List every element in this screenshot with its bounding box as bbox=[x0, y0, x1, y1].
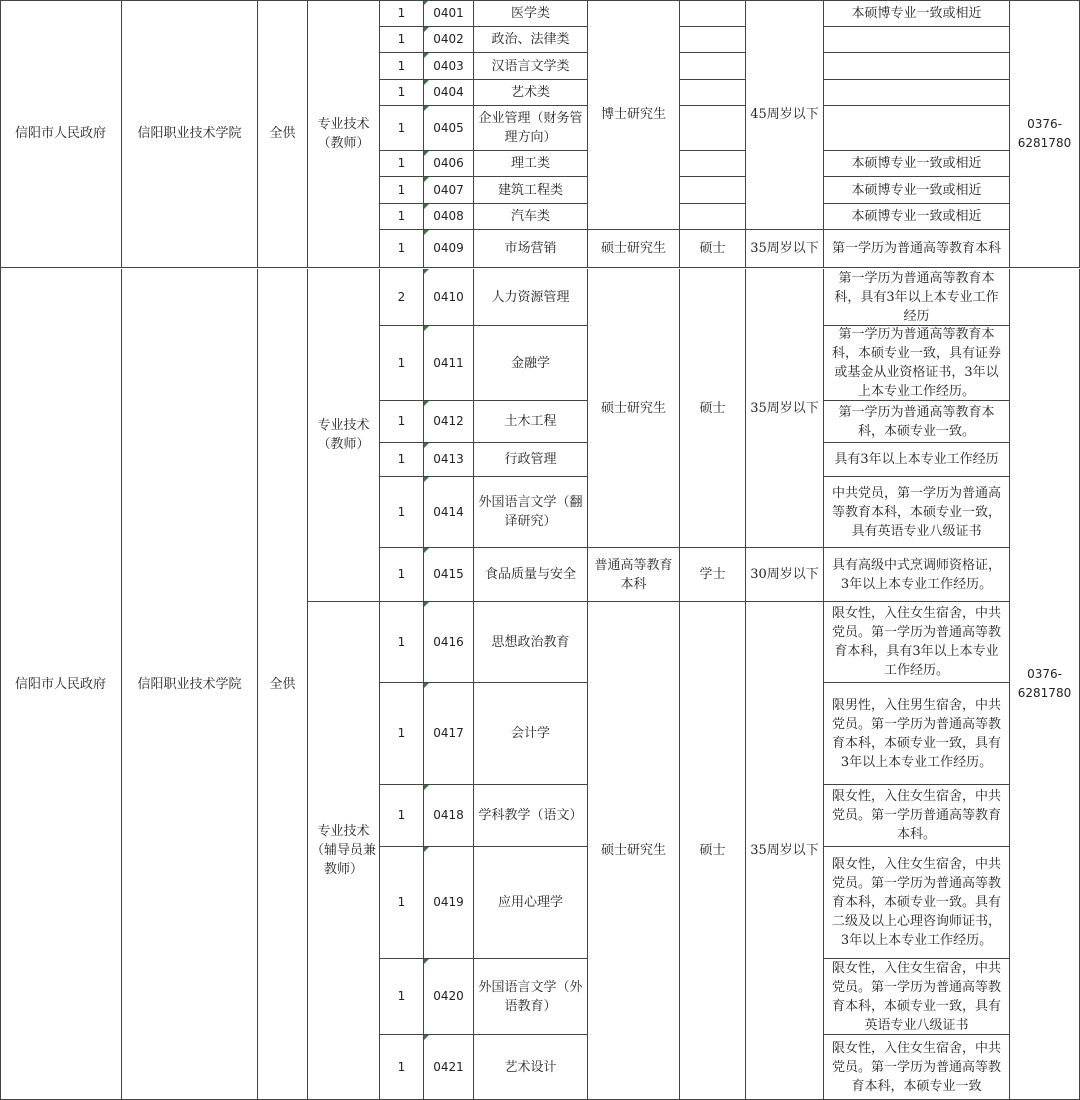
position-type-cell: 专业技术（辅导员兼教师） bbox=[308, 602, 380, 1100]
position-code-cell: 0411 bbox=[424, 326, 474, 401]
department-cell: 信阳市人民政府 bbox=[0, 0, 122, 268]
headcount-cell: 1 bbox=[380, 230, 424, 268]
headcount-cell: 1 bbox=[380, 1035, 424, 1100]
headcount-cell: 1 bbox=[380, 847, 424, 959]
major-cell: 应用心理学 bbox=[474, 847, 588, 959]
major-cell: 建筑工程类 bbox=[474, 177, 588, 204]
position-code-cell: 0414 bbox=[424, 477, 474, 548]
requirement-cell: 第一学历为普通高等教育本科，具有3年以上本专业工作经历 bbox=[824, 269, 1010, 326]
requirement-cell: 第一学历为普通高等教育本科 bbox=[824, 230, 1010, 268]
major-cell: 人力资源管理 bbox=[474, 269, 588, 326]
requirement-cell: 中共党员，第一学历为普通高等教育本科，本硕专业一致，具有英语专业八级证书 bbox=[824, 477, 1010, 548]
requirement-cell: 具有高级中式烹调师资格证，3年以上本专业工作经历。 bbox=[824, 548, 1010, 602]
major-cell: 理工类 bbox=[474, 151, 588, 177]
headcount-cell: 1 bbox=[380, 443, 424, 477]
position-code-cell: 0412 bbox=[424, 401, 474, 443]
headcount-cell: 1 bbox=[380, 548, 424, 602]
requirement-cell: 本硕博专业一致或相近 bbox=[824, 204, 1010, 230]
position-code-cell: 0402 bbox=[424, 27, 474, 53]
position-code-cell: 0415 bbox=[424, 548, 474, 602]
degree-cell bbox=[680, 80, 746, 106]
position-code-cell: 0401 bbox=[424, 0, 474, 27]
position-code-cell: 0408 bbox=[424, 204, 474, 230]
degree-cell bbox=[680, 204, 746, 230]
funding-cell: 全供 bbox=[258, 269, 308, 1100]
requirement-cell: 限女性，入住女生宿舍，中共党员。第一学历为普通高等教育本科，本硕专业一致。具有二级及以上心理咨询师证书，3年以上本专业工作经历。 bbox=[824, 847, 1010, 959]
requirement-cell: 限女性，入住女生宿舍，中共党员。第一学历为普通高等教育本科，本硕专业一致，具有英语专业八级证书 bbox=[824, 959, 1010, 1035]
requirement-cell: 本硕博专业一致或相近 bbox=[824, 0, 1010, 27]
major-cell: 市场营销 bbox=[474, 230, 588, 268]
requirement-cell bbox=[824, 106, 1010, 151]
major-cell: 汉语言文学类 bbox=[474, 53, 588, 80]
requirement-cell: 限女性，入住女生宿舍，中共党员。第一学历为普通高等教育本科，具有3年以上本专业工作经历。 bbox=[824, 602, 1010, 683]
major-cell: 行政管理 bbox=[474, 443, 588, 477]
major-cell: 学科教学（语文） bbox=[474, 785, 588, 847]
position-code-cell: 0416 bbox=[424, 602, 474, 683]
headcount-cell: 1 bbox=[380, 683, 424, 785]
major-cell: 思想政治教育 bbox=[474, 602, 588, 683]
major-cell: 艺术类 bbox=[474, 80, 588, 106]
funding-cell: 全供 bbox=[258, 0, 308, 268]
position-code-cell: 0406 bbox=[424, 151, 474, 177]
headcount-cell: 1 bbox=[380, 151, 424, 177]
requirement-cell: 限女性，入住女生宿舍，中共党员。第一学历普通高等教育本科。 bbox=[824, 785, 1010, 847]
requirement-cell: 第一学历为普通高等教育本科，本硕专业一致。 bbox=[824, 401, 1010, 443]
major-cell: 金融学 bbox=[474, 326, 588, 401]
major-cell: 企业管理（财务管理方向） bbox=[474, 106, 588, 151]
degree-cell: 学士 bbox=[680, 548, 746, 602]
headcount-cell: 1 bbox=[380, 177, 424, 204]
headcount-cell: 1 bbox=[380, 53, 424, 80]
major-cell: 土木工程 bbox=[474, 401, 588, 443]
age-cell: 35周岁以下 bbox=[746, 602, 824, 1100]
major-cell: 外国语言文学（翻译研究） bbox=[474, 477, 588, 548]
phone-cell: 0376-6281780 bbox=[1010, 269, 1080, 1100]
department-cell: 信阳市人民政府 bbox=[0, 269, 122, 1100]
position-code-cell: 0404 bbox=[424, 80, 474, 106]
headcount-cell: 1 bbox=[380, 401, 424, 443]
age-cell: 35周岁以下 bbox=[746, 269, 824, 548]
position-code-cell: 0421 bbox=[424, 1035, 474, 1100]
education-cell: 硕士研究生 bbox=[588, 602, 680, 1100]
headcount-cell: 1 bbox=[380, 204, 424, 230]
position-type-cell: 专业技术（教师） bbox=[308, 269, 380, 602]
position-code-cell: 0409 bbox=[424, 230, 474, 268]
position-code-cell: 0407 bbox=[424, 177, 474, 204]
requirement-cell bbox=[824, 80, 1010, 106]
major-cell: 外国语言文学（外语教育） bbox=[474, 959, 588, 1035]
headcount-cell: 2 bbox=[380, 269, 424, 326]
headcount-cell: 1 bbox=[380, 106, 424, 151]
requirement-cell bbox=[824, 27, 1010, 53]
degree-cell bbox=[680, 27, 746, 53]
major-cell: 会计学 bbox=[474, 683, 588, 785]
position-code-cell: 0403 bbox=[424, 53, 474, 80]
requirement-cell: 本硕博专业一致或相近 bbox=[824, 151, 1010, 177]
headcount-cell: 1 bbox=[380, 602, 424, 683]
age-cell: 30周岁以下 bbox=[746, 548, 824, 602]
headcount-cell: 1 bbox=[380, 0, 424, 27]
position-code-cell: 0418 bbox=[424, 785, 474, 847]
headcount-cell: 1 bbox=[380, 959, 424, 1035]
age-cell: 45周岁以下 bbox=[746, 0, 824, 230]
major-cell: 医学类 bbox=[474, 0, 588, 27]
degree-cell bbox=[680, 151, 746, 177]
requirement-cell bbox=[824, 53, 1010, 80]
position-code-cell: 0410 bbox=[424, 269, 474, 326]
education-cell: 硕士研究生 bbox=[588, 269, 680, 548]
degree-cell bbox=[680, 0, 746, 27]
headcount-cell: 1 bbox=[380, 27, 424, 53]
major-cell: 政治、法律类 bbox=[474, 27, 588, 53]
degree-cell: 硕士 bbox=[680, 602, 746, 1100]
headcount-cell: 1 bbox=[380, 326, 424, 401]
position-code-cell: 0419 bbox=[424, 847, 474, 959]
education-cell: 硕士研究生 bbox=[588, 230, 680, 268]
headcount-cell: 1 bbox=[380, 785, 424, 847]
degree-cell: 硕士 bbox=[680, 230, 746, 268]
position-code-cell: 0420 bbox=[424, 959, 474, 1035]
requirement-cell: 具有3年以上本专业工作经历 bbox=[824, 443, 1010, 477]
major-cell: 汽车类 bbox=[474, 204, 588, 230]
age-cell: 35周岁以下 bbox=[746, 230, 824, 268]
requirement-cell: 本硕博专业一致或相近 bbox=[824, 177, 1010, 204]
position-code-cell: 0405 bbox=[424, 106, 474, 151]
degree-cell bbox=[680, 53, 746, 80]
phone-cell: 0376-6281780 bbox=[1010, 0, 1080, 268]
position-type-cell: 专业技术（教师） bbox=[308, 0, 380, 268]
unit-cell: 信阳职业技术学院 bbox=[122, 0, 258, 268]
degree-cell: 硕士 bbox=[680, 269, 746, 548]
position-code-cell: 0413 bbox=[424, 443, 474, 477]
degree-cell bbox=[680, 106, 746, 151]
education-cell: 普通高等教育本科 bbox=[588, 548, 680, 602]
requirement-cell: 第一学历为普通高等教育本科，本硕专业一致，具有证券或基金从业资格证书，3年以上本专业工作经历。 bbox=[824, 326, 1010, 401]
requirement-cell: 限女性，入住女生宿舍，中共党员。第一学历为普通高等教育本科，本硕专业一致 bbox=[824, 1035, 1010, 1100]
position-code-cell: 0417 bbox=[424, 683, 474, 785]
major-cell: 食品质量与安全 bbox=[474, 548, 588, 602]
major-cell: 艺术设计 bbox=[474, 1035, 588, 1100]
headcount-cell: 1 bbox=[380, 80, 424, 106]
unit-cell: 信阳职业技术学院 bbox=[122, 269, 258, 1100]
education-cell: 博士研究生 bbox=[588, 0, 680, 230]
requirement-cell: 限男性，入住男生宿舍，中共党员。第一学历为普通高等教育本科，本硕专业一致，具有3年以上本专业工作经历。 bbox=[824, 683, 1010, 785]
headcount-cell: 1 bbox=[380, 477, 424, 548]
degree-cell bbox=[680, 177, 746, 204]
